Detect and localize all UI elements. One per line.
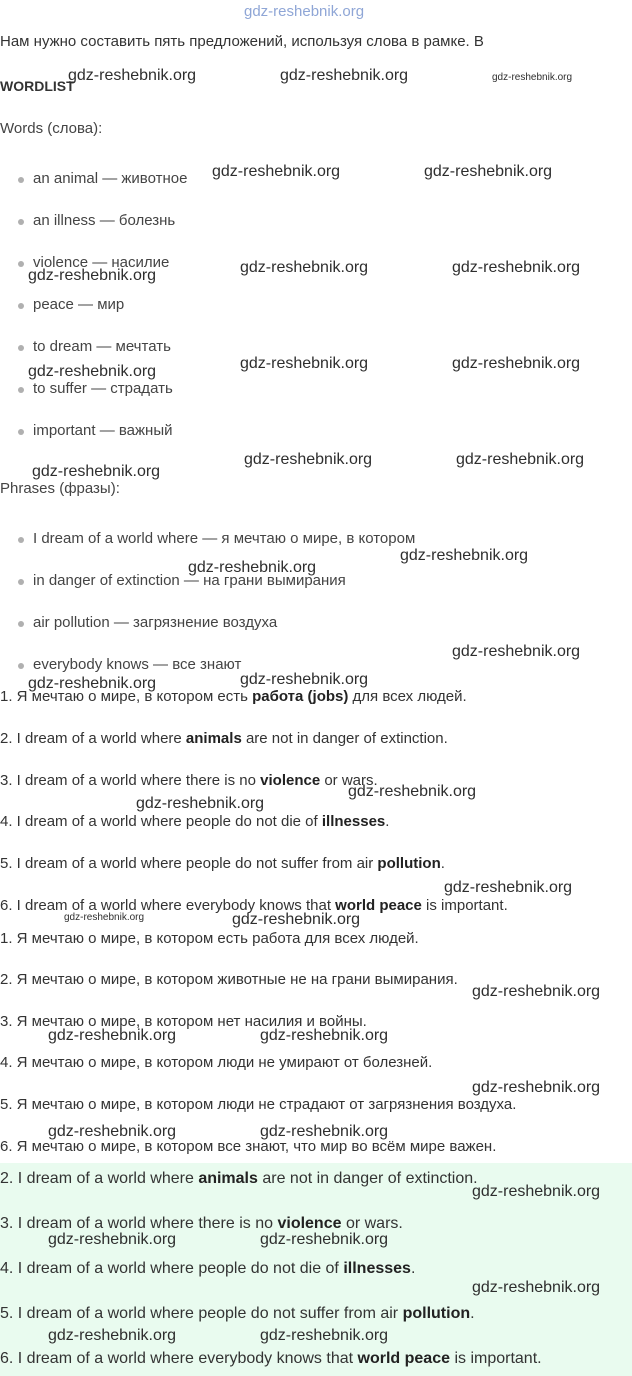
watermark: gdz-reshebnik.org	[136, 795, 265, 812]
watermark: gdz-reshebnik.org	[472, 983, 601, 1000]
bullet-dot	[18, 663, 24, 669]
sentence-item: 5. I dream of a world where people do not suffer from air pollution.	[0, 855, 445, 872]
translation-item: 6. Я мечтаю о мире, в котором все знают, что мир во всём мире важен.	[0, 1138, 497, 1155]
bullet-dot	[18, 579, 24, 585]
translation-item: 1. Я мечтаю о мире, в котором есть работа для всех людей.	[0, 930, 419, 947]
watermark: gdz-reshebnik.org	[244, 451, 373, 468]
bullet-dot	[18, 219, 24, 225]
watermark: gdz-reshebnik.org	[48, 1327, 177, 1344]
watermark: gdz-reshebnik.org	[452, 643, 581, 660]
translation-item: 5. Я мечтаю о мире, в котором люди не страдают от загрязнения воздуха.	[0, 1096, 517, 1113]
watermark: gdz-reshebnik.org	[472, 1183, 601, 1200]
sentence-item: 6. I dream of a world where everybody knows that world peace is important.	[0, 897, 508, 914]
watermark: gdz-reshebnik.org	[348, 783, 477, 800]
watermark: gdz-reshebnik.org	[424, 163, 553, 180]
bullet-dot	[18, 261, 24, 267]
list-item: an animal — животное	[33, 170, 188, 187]
sentence-item: 2. I dream of a world where animals are not in danger of extinction.	[0, 730, 448, 747]
answer-item: 5. I dream of a world where people do not suffer from air pollution.	[0, 1305, 475, 1322]
list-item: an illness — болезнь	[33, 212, 176, 229]
watermark: gdz-reshebnik.org	[456, 451, 585, 468]
sentence-item: 4. I dream of a world where people do not die of illnesses.	[0, 813, 390, 830]
bullet-dot	[18, 387, 24, 393]
watermark: gdz-reshebnik.org	[68, 67, 197, 84]
watermark: gdz-reshebnik.org	[260, 1123, 389, 1140]
watermark: gdz-reshebnik.org	[472, 1279, 601, 1296]
watermark: gdz-reshebnik.org	[452, 355, 581, 372]
watermark: gdz-reshebnik.org	[28, 675, 157, 692]
bullet-dot	[18, 429, 24, 435]
translation-item: 4. Я мечтаю о мире, в котором люди не умирают от болезней.	[0, 1054, 433, 1071]
bullet-dot	[18, 621, 24, 627]
watermark: gdz-reshebnik.org	[472, 1079, 601, 1096]
bullet-dot	[18, 345, 24, 351]
answer-item: 4. I dream of a world where people do not die of illnesses.	[0, 1260, 416, 1277]
watermark: gdz-reshebnik.org	[452, 259, 581, 276]
phrases-label: Phrases (фразы):	[0, 480, 120, 497]
watermark: gdz-reshebnik.org	[48, 1231, 177, 1248]
list-item: to suffer — страдать	[33, 380, 173, 397]
sentence-item: 1. Я мечтаю о мире, в котором есть работа (jobs) для всех людей.	[0, 688, 467, 705]
watermark: gdz-reshebnik.org	[212, 163, 341, 180]
watermark: gdz-reshebnik.org	[48, 1027, 177, 1044]
watermark: gdz-reshebnik.org	[260, 1027, 389, 1044]
answer-item: 2. I dream of a world where animals are not in danger of extinction.	[0, 1170, 478, 1187]
bullet-dot	[18, 537, 24, 543]
list-item: in danger of extinction — на грани вымирания	[33, 572, 346, 589]
watermark: gdz-reshebnik.org	[28, 363, 157, 380]
translation-item: 2. Я мечтаю о мире, в котором животные не на грани вымирания.	[0, 971, 458, 988]
list-item: violence — насилие	[33, 254, 170, 271]
watermark: gdz-reshebnik.org	[240, 355, 369, 372]
list-item: peace — мир	[33, 296, 125, 313]
list-item: important — важный	[33, 422, 173, 439]
watermark: gdz-reshebnik.org	[64, 912, 145, 923]
watermark: gdz-reshebnik.org	[400, 547, 529, 564]
intro-text: Нам нужно составить пять предложений, используя слова в рамке. В	[0, 33, 484, 50]
words-label: Words (слова):	[0, 120, 103, 137]
watermark: gdz-reshebnik.org	[232, 911, 361, 928]
answer-item: 6. I dream of a world where everybody knows that world peace is important.	[0, 1350, 542, 1367]
sentence-item: 3. I dream of a world where there is no violence or wars.	[0, 772, 378, 789]
translation-item: 3. Я мечтаю о мире, в котором нет насилия и войны.	[0, 1013, 367, 1030]
list-item: I dream of a world where — я мечтаю о мире, в котором	[33, 530, 416, 547]
watermark: gdz-reshebnik.org	[28, 267, 157, 284]
bullet-dot	[18, 177, 24, 183]
watermark: gdz-reshebnik.org	[32, 463, 161, 480]
wordlist-heading: WORDLIST	[0, 78, 75, 94]
list-item: air pollution — загрязнение воздуха	[33, 614, 278, 631]
watermark: gdz-reshebnik.org	[240, 671, 369, 688]
watermark: gdz-reshebnik.org	[492, 72, 573, 83]
site-header-link[interactable]: gdz-reshebnik.org	[244, 3, 365, 20]
list-item: to dream — мечтать	[33, 338, 171, 355]
watermark: gdz-reshebnik.org	[280, 67, 409, 84]
answer-item: 3. I dream of a world where there is no violence or wars.	[0, 1215, 403, 1232]
watermark: gdz-reshebnik.org	[188, 559, 317, 576]
watermark: gdz-reshebnik.org	[260, 1231, 389, 1248]
watermark: gdz-reshebnik.org	[240, 259, 369, 276]
bullet-dot	[18, 303, 24, 309]
watermark: gdz-reshebnik.org	[48, 1123, 177, 1140]
list-item: everybody knows — все знают	[33, 656, 242, 673]
watermark: gdz-reshebnik.org	[260, 1327, 389, 1344]
watermark: gdz-reshebnik.org	[444, 879, 573, 896]
